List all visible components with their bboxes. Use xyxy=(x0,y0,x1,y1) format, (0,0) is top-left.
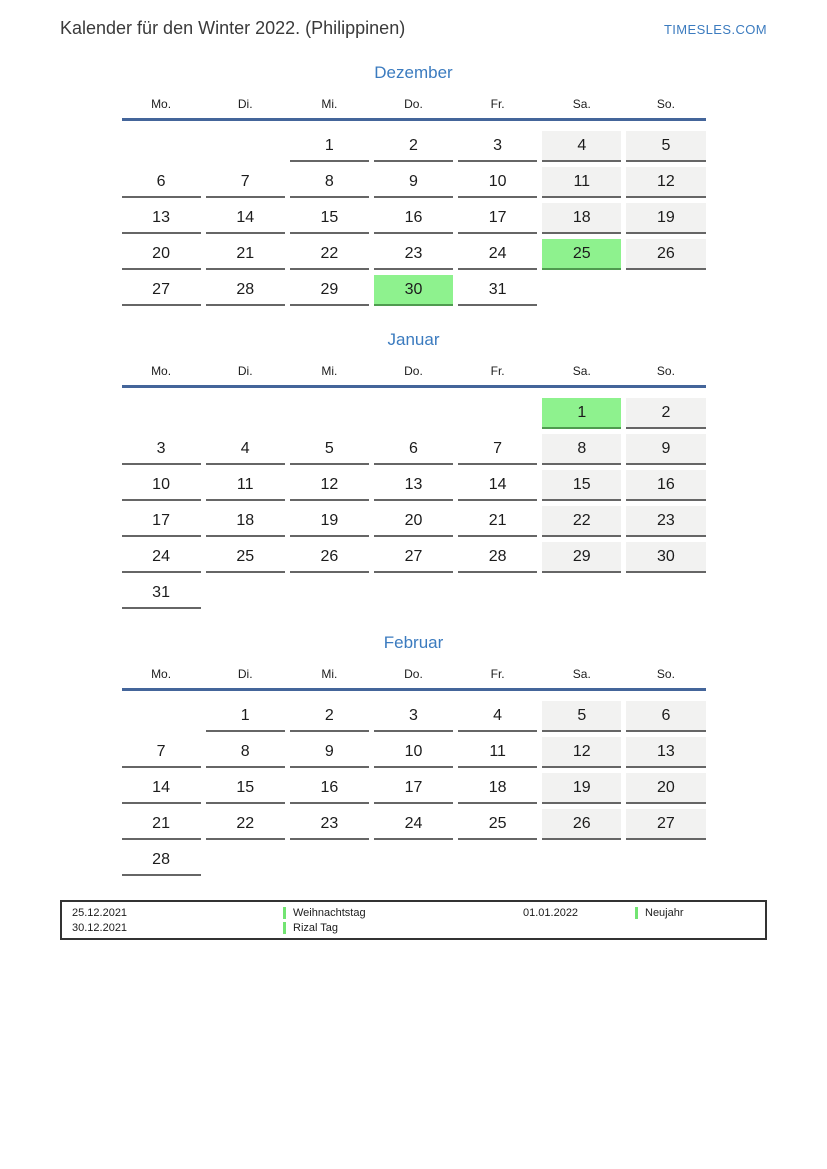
day-cell: 13 xyxy=(626,737,705,768)
weekday-label: Fr. xyxy=(490,97,505,111)
empty-cell xyxy=(206,845,285,876)
weekday-header-row xyxy=(122,96,706,112)
month-title: Januar xyxy=(387,330,440,349)
weekday-label: Mo. xyxy=(151,97,172,111)
day-cell: 20 xyxy=(374,506,453,537)
day-cell: 30 xyxy=(374,275,453,306)
empty-cell xyxy=(290,578,369,609)
day-cell: 28 xyxy=(458,542,537,573)
day-cell: 23 xyxy=(374,239,453,270)
weekday-label: Di. xyxy=(237,97,253,111)
day-cell: 24 xyxy=(122,542,201,573)
weekday-label: Mo. xyxy=(151,667,172,681)
holiday-marker-icon xyxy=(283,922,286,934)
day-cell: 17 xyxy=(374,773,453,804)
month-header-rule xyxy=(122,385,706,388)
weekday-label: So. xyxy=(656,364,675,378)
day-cell: 23 xyxy=(290,809,369,840)
page-title: Kalender für den Winter 2022. (Philippinen) xyxy=(60,18,406,38)
day-cell: 6 xyxy=(122,167,201,198)
empty-cell xyxy=(542,845,621,876)
weekday-label: Mo. xyxy=(151,364,172,378)
day-cell: 25 xyxy=(458,809,537,840)
day-cell: 28 xyxy=(206,275,285,306)
day-cell: 14 xyxy=(458,470,537,501)
day-cell: 22 xyxy=(290,239,369,270)
day-cell: 21 xyxy=(206,239,285,270)
day-cell: 3 xyxy=(374,701,453,732)
empty-cell xyxy=(458,578,537,609)
day-cell: 18 xyxy=(458,773,537,804)
day-cell: 8 xyxy=(542,434,621,465)
day-cell: 1 xyxy=(290,131,369,162)
day-cell: 16 xyxy=(374,203,453,234)
day-cell: 23 xyxy=(626,506,705,537)
day-cell: 29 xyxy=(542,542,621,573)
month-januar xyxy=(122,330,706,609)
day-cell: 2 xyxy=(374,131,453,162)
day-cell: 10 xyxy=(374,737,453,768)
empty-cell xyxy=(458,398,537,429)
day-cell: 18 xyxy=(206,506,285,537)
empty-cell xyxy=(206,398,285,429)
weekday-header-row xyxy=(122,666,706,682)
day-cell: 27 xyxy=(374,542,453,573)
day-cell: 19 xyxy=(542,773,621,804)
day-cell: 24 xyxy=(458,239,537,270)
day-cell: 4 xyxy=(542,131,621,162)
day-cell: 11 xyxy=(458,737,537,768)
day-cell: 29 xyxy=(290,275,369,306)
day-cell: 17 xyxy=(122,506,201,537)
empty-cell xyxy=(374,845,453,876)
month-title: Dezember xyxy=(374,63,453,82)
weekday-label: So. xyxy=(656,97,675,111)
day-cell: 27 xyxy=(122,275,201,306)
day-cell: 11 xyxy=(206,470,285,501)
month-header-rule xyxy=(122,688,706,691)
day-cell: 25 xyxy=(206,542,285,573)
day-cell: 26 xyxy=(542,809,621,840)
holiday-marker-icon xyxy=(283,907,286,919)
day-cell: 16 xyxy=(626,470,705,501)
day-cell: 19 xyxy=(626,203,705,234)
day-cell: 14 xyxy=(206,203,285,234)
day-cell: 5 xyxy=(542,701,621,732)
empty-cell xyxy=(290,845,369,876)
weekday-header-row xyxy=(122,363,706,379)
day-cell: 22 xyxy=(542,506,621,537)
day-cell: 21 xyxy=(458,506,537,537)
day-cell: 26 xyxy=(626,239,705,270)
day-cell: 13 xyxy=(374,470,453,501)
calendar-months xyxy=(0,63,827,876)
day-cell: 6 xyxy=(374,434,453,465)
legend-entry xyxy=(72,905,523,920)
legend-date: 25.12.2021 xyxy=(72,906,128,919)
day-cell: 14 xyxy=(122,773,201,804)
legend-date: 30.12.2021 xyxy=(72,921,128,934)
weekday-label: Mi. xyxy=(321,667,338,681)
day-cell: 15 xyxy=(290,203,369,234)
month-title: Februar xyxy=(383,633,444,652)
day-cell: 7 xyxy=(458,434,537,465)
day-cell: 12 xyxy=(290,470,369,501)
month-dezember xyxy=(122,63,706,306)
day-cell: 2 xyxy=(290,701,369,732)
day-cell: 5 xyxy=(290,434,369,465)
day-cell: 16 xyxy=(290,773,369,804)
weekday-label: Fr. xyxy=(490,667,505,681)
day-cell: 11 xyxy=(542,167,621,198)
legend-column xyxy=(523,905,755,935)
day-cell: 24 xyxy=(374,809,453,840)
brand-link[interactable]: TIMESLES.COM xyxy=(663,22,767,37)
empty-cell xyxy=(122,701,201,732)
day-cell: 17 xyxy=(458,203,537,234)
empty-cell xyxy=(542,275,621,306)
month-februar xyxy=(122,633,706,876)
empty-cell xyxy=(626,275,705,306)
empty-cell xyxy=(458,845,537,876)
legend-entry xyxy=(523,905,755,920)
weekday-label: Di. xyxy=(237,364,253,378)
day-cell: 22 xyxy=(206,809,285,840)
day-cell: 12 xyxy=(626,167,705,198)
day-cell: 15 xyxy=(206,773,285,804)
weekday-label: Sa. xyxy=(572,364,591,378)
day-cell: 19 xyxy=(290,506,369,537)
weekday-label: So. xyxy=(656,667,675,681)
page-header xyxy=(60,18,767,39)
day-cell: 25 xyxy=(542,239,621,270)
day-cell: 10 xyxy=(458,167,537,198)
day-cell: 10 xyxy=(122,470,201,501)
weekday-label: Do. xyxy=(404,667,423,681)
day-cell: 20 xyxy=(626,773,705,804)
weekday-label: Do. xyxy=(404,97,423,111)
weekday-label: Do. xyxy=(404,364,423,378)
legend-holiday-name: Weihnachtstag xyxy=(293,906,366,919)
empty-cell xyxy=(626,578,705,609)
legend-box xyxy=(60,900,767,940)
weekday-label: Mi. xyxy=(321,364,338,378)
empty-cell xyxy=(122,131,201,162)
day-cell: 5 xyxy=(626,131,705,162)
weekday-label: Di. xyxy=(237,667,253,681)
empty-cell xyxy=(374,578,453,609)
empty-cell xyxy=(542,578,621,609)
day-cell: 30 xyxy=(626,542,705,573)
weekday-label: Sa. xyxy=(572,667,591,681)
day-cell: 28 xyxy=(122,845,201,876)
day-cell: 3 xyxy=(458,131,537,162)
day-cell: 9 xyxy=(626,434,705,465)
legend-column xyxy=(72,905,523,935)
day-cell: 18 xyxy=(542,203,621,234)
empty-cell xyxy=(206,578,285,609)
day-cell: 2 xyxy=(626,398,705,429)
day-cell: 6 xyxy=(626,701,705,732)
day-cell: 7 xyxy=(206,167,285,198)
empty-cell xyxy=(206,131,285,162)
day-cell: 12 xyxy=(542,737,621,768)
holiday-marker-icon xyxy=(635,907,638,919)
day-cell: 20 xyxy=(122,239,201,270)
day-cell: 26 xyxy=(290,542,369,573)
weekday-label: Fr. xyxy=(490,364,505,378)
month-day-grid xyxy=(122,398,706,609)
day-cell: 9 xyxy=(374,167,453,198)
day-cell: 4 xyxy=(458,701,537,732)
legend-date: 01.01.2022 xyxy=(523,906,579,919)
legend-holiday-name: Neujahr xyxy=(645,906,684,919)
empty-cell xyxy=(122,398,201,429)
day-cell: 31 xyxy=(122,578,201,609)
day-cell: 7 xyxy=(122,737,201,768)
weekday-label: Sa. xyxy=(572,97,591,111)
day-cell: 27 xyxy=(626,809,705,840)
day-cell: 4 xyxy=(206,434,285,465)
day-cell: 8 xyxy=(206,737,285,768)
day-cell: 21 xyxy=(122,809,201,840)
day-cell: 1 xyxy=(206,701,285,732)
empty-cell xyxy=(374,398,453,429)
legend-entry xyxy=(72,920,523,935)
weekday-label: Mi. xyxy=(321,97,338,111)
day-cell: 3 xyxy=(122,434,201,465)
month-header-rule xyxy=(122,118,706,121)
day-cell: 13 xyxy=(122,203,201,234)
empty-cell xyxy=(290,398,369,429)
month-day-grid xyxy=(122,701,706,876)
month-day-grid xyxy=(122,131,706,306)
legend-holiday-name: Rizal Tag xyxy=(293,921,339,934)
day-cell: 8 xyxy=(290,167,369,198)
empty-cell xyxy=(626,845,705,876)
day-cell: 9 xyxy=(290,737,369,768)
day-cell: 1 xyxy=(542,398,621,429)
day-cell: 31 xyxy=(458,275,537,306)
day-cell: 15 xyxy=(542,470,621,501)
